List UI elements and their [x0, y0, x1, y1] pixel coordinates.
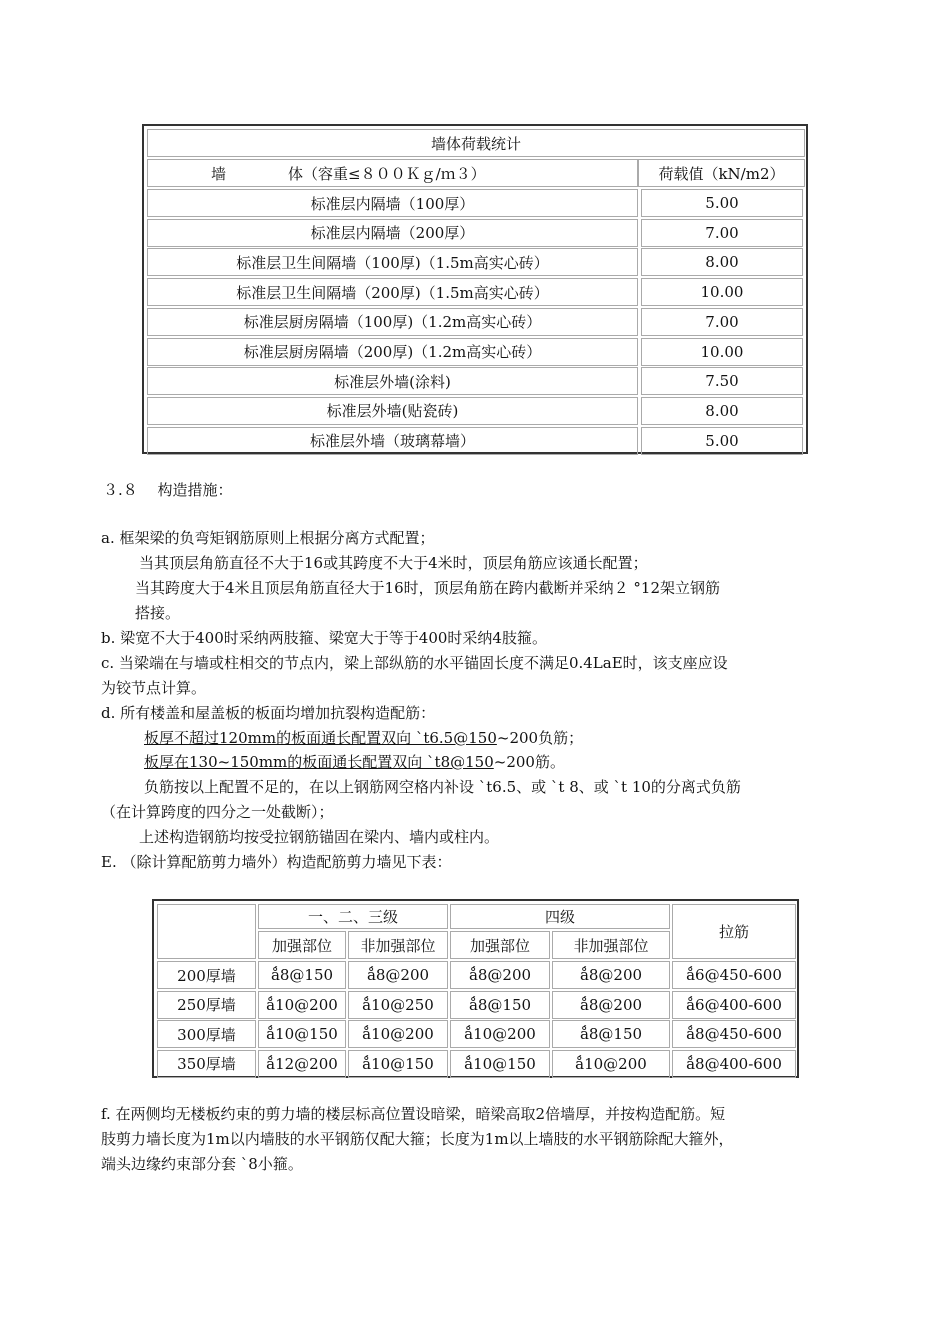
- para-d-6: 上述构造钢筋均按受拉钢筋锚固在梁内、墙内或柱内。: [139, 828, 500, 846]
- wall-row-name: 标准层内隔墙（200厚）: [147, 219, 638, 247]
- shear-row-cell: ǻ8@200: [552, 991, 670, 1019]
- wall-row-value: 7.00: [641, 219, 803, 247]
- sub-header-4: 非加强部位: [552, 931, 670, 959]
- shear-row-cell: ǻ10@150: [348, 1050, 448, 1078]
- para-d-2-underlined: 板厚不超过120mm的板面通长配置双向 `t6.5@150: [144, 729, 497, 747]
- shear-row-cell: ǻ8@200: [450, 961, 550, 989]
- shear-row-cell: ǻ6@450-600: [672, 961, 796, 989]
- corner-cell: [157, 904, 256, 959]
- wall-row-name: 标准层外墙(贴瓷砖): [147, 397, 638, 425]
- para-c-2: 为铰节点计算。: [101, 679, 207, 697]
- wall-row-name: 标准层外墙(涂料): [147, 367, 638, 395]
- section-heading: ３.８ 构造措施：: [103, 481, 233, 499]
- wall-row-value: 7.50: [641, 367, 803, 395]
- para-f-2: 肢剪力墙长度为1m以内墙肢的水平钢筋仅配大箍；长度为1m以上墙肢的水平钢筋除配大箍外，: [101, 1130, 734, 1148]
- shear-row-cell: ǻ8@150: [258, 961, 346, 989]
- wall-table-title: 墙体荷载统计: [147, 129, 805, 157]
- para-e: E. （除计算配筋剪力墙外）构造配筋剪力墙见下表：: [101, 853, 452, 871]
- para-a-1: a. 框架梁的负弯矩钢筋原则上根据分离方式配置；: [101, 529, 435, 547]
- wall-row-name: 标准层卫生间隔墙（100厚)（1.5m高实心砖）: [147, 248, 638, 276]
- para-f-3: 端头边缘约束部分套 `8小箍。: [101, 1155, 303, 1173]
- sub-header-2: 非加强部位: [348, 931, 448, 959]
- shear-row-label: 350厚墙: [157, 1050, 256, 1078]
- sub-header-3: 加强部位: [450, 931, 550, 959]
- shear-row-cell: ǻ8@400-600: [672, 1050, 796, 1078]
- group-header-2: 四级: [450, 904, 670, 929]
- para-d-1: d. 所有楼盖和屋盖板的板面均增加抗裂构造配筋：: [101, 704, 436, 722]
- shear-row-cell: ǻ10@200: [348, 1020, 448, 1048]
- shear-row-label: 200厚墙: [157, 961, 256, 989]
- wall-row-value: 8.00: [641, 397, 803, 425]
- wall-row-value: 10.00: [641, 338, 803, 366]
- shear-row-label: 300厚墙: [157, 1020, 256, 1048]
- wall-row-name: 标准层厨房隔墙（100厚)（1.2m高实心砖）: [147, 308, 638, 336]
- para-b: b. 梁宽不大于400时采纳两肢箍、梁宽大于等于400时采纳4肢箍。: [101, 629, 547, 647]
- shear-row-cell: ǻ8@150: [450, 991, 550, 1019]
- shear-row-cell: ǻ8@200: [552, 961, 670, 989]
- shear-row-cell: ǻ10@250: [348, 991, 448, 1019]
- para-d-2-rest: ~200负筋；: [496, 729, 584, 747]
- wall-row-value: 5.00: [641, 427, 803, 455]
- wall-row-name: 标准层外墙（玻璃幕墙）: [147, 427, 638, 455]
- para-a-2: 当其顶层角筋直径不大于16或其跨度不大于4米时，顶层角筋应该通长配置；: [139, 554, 648, 572]
- shear-row-cell: ǻ10@200: [552, 1050, 670, 1078]
- para-f-1: f. 在两侧均无楼板约束的剪力墙的楼层标高位置设暗梁，暗梁高取2倍墙厚，并按构造配筋。短: [101, 1105, 726, 1123]
- wall-row-name: 标准层厨房隔墙（200厚)（1.2m高实心砖）: [147, 338, 638, 366]
- sub-header-1: 加强部位: [258, 931, 346, 959]
- para-d-2: [144, 728, 583, 748]
- wall-row-value: 5.00: [641, 189, 803, 217]
- shear-row-cell: ǻ8@200: [348, 961, 448, 989]
- wall-table-header-right: 荷载值（kN/m2）: [638, 159, 805, 187]
- header-left-part2: 体（容重≤８００Ｋｇ/ｍ３）: [288, 164, 486, 183]
- wall-load-table: [142, 124, 808, 454]
- shear-row-cell: ǻ10@150: [450, 1050, 550, 1078]
- shear-row-cell: ǻ12@200: [258, 1050, 346, 1078]
- wall-row-value: 10.00: [641, 278, 803, 306]
- wall-table-header-left: [147, 159, 638, 187]
- tie-header: 拉筋: [672, 904, 796, 959]
- wall-row-name: 标准层内隔墙（100厚）: [147, 189, 638, 217]
- group-header-1: 一、二、三级: [258, 904, 448, 929]
- shear-row-cell: ǻ8@150: [552, 1020, 670, 1048]
- shear-row-cell: ǻ10@200: [258, 991, 346, 1019]
- para-a-3: 当其跨度大于4米且顶层角筋直径大于16时，顶层角筋在跨内截断并采纳２ °12架立钢筋: [135, 579, 720, 597]
- shear-row-label: 250厚墙: [157, 991, 256, 1019]
- header-left-part1: 墙: [211, 164, 227, 183]
- para-a-4: 搭接。: [135, 604, 181, 622]
- shear-row-cell: ǻ10@150: [258, 1020, 346, 1048]
- shear-wall-table: [152, 899, 799, 1078]
- para-d-3-underlined: 板厚在130~150mm的板面通长配置双向 `t8@150: [144, 753, 494, 771]
- para-c-1: c. 当梁端在与墙或柱相交的节点内，梁上部纵筋的水平锚固长度不满足0.4LaE时，该支座应设: [101, 654, 728, 672]
- para-d-3-rest: ~200筋。: [493, 753, 565, 771]
- wall-row-value: 8.00: [641, 248, 803, 276]
- para-d-4: 负筋按以上配置不足的，在以上钢筋网空格内补设 `t6.5、或 `t 8、或 `t 10的分离式负筋: [144, 778, 741, 796]
- shear-row-cell: ǻ10@200: [450, 1020, 550, 1048]
- wall-row-name: 标准层卫生间隔墙（200厚)（1.5m高实心砖）: [147, 278, 638, 306]
- para-d-5: （在计算跨度的四分之一处截断）；: [101, 803, 334, 821]
- shear-row-cell: ǻ8@450-600: [672, 1020, 796, 1048]
- para-d-3: [144, 752, 565, 772]
- shear-row-cell: ǻ6@400-600: [672, 991, 796, 1019]
- wall-row-value: 7.00: [641, 308, 803, 336]
